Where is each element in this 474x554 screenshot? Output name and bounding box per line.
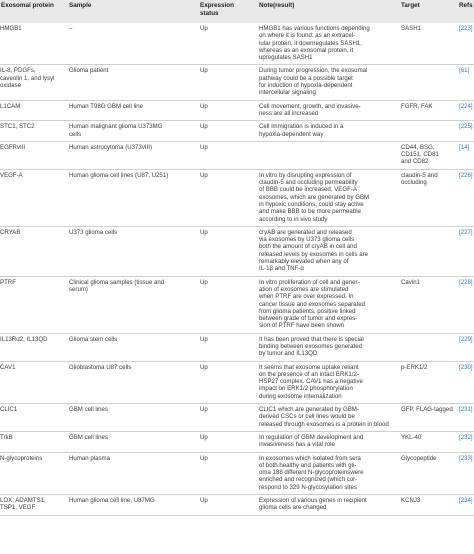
cell-expression-status: Up	[197, 452, 256, 494]
cell-sample: GBM cell lines	[66, 404, 197, 432]
cell-expression-status: Up	[197, 65, 256, 100]
header-exosomal-protein: Exosomal protein	[0, 0, 66, 23]
cell-target: Cavin1	[398, 276, 456, 333]
cell-ref-link[interactable]: [231]	[456, 404, 474, 432]
cell-sample: Human plasma	[66, 452, 197, 494]
cell-expression-status: Up	[197, 141, 256, 169]
cell-sample: Glioma stem cells	[66, 333, 197, 361]
cell-sample: Human glioma cell line, U87MG	[66, 495, 197, 516]
cell-expression-status: Up	[197, 100, 256, 121]
table-body	[0, 23, 474, 515]
table-row	[0, 23, 474, 65]
cell-note-result: Cell movement, growth, and invasive- ness are all increased	[256, 100, 398, 121]
cell-ref-link[interactable]: [232]	[456, 431, 474, 452]
cell-target: YKL-40	[398, 431, 456, 452]
cell-note-result: Expression of various genes in recipient glioma cells are changed	[256, 495, 398, 516]
cell-exosomal-protein: LOX, ADAMTS1, TSP1, VEGF	[0, 495, 66, 516]
cell-target	[398, 121, 456, 142]
cell-sample: U373 glioma cells	[66, 226, 197, 276]
cell-expression-status: Up	[197, 431, 256, 452]
table-row	[0, 361, 474, 403]
cell-expression-status: Up	[197, 361, 256, 403]
cell-target: p-ERK1/2	[398, 361, 456, 403]
cell-sample: Human T98G GBM cell line	[66, 100, 197, 121]
table-row	[0, 121, 474, 142]
cell-ref-link[interactable]: [228]	[456, 276, 474, 333]
cell-sample: Glioblastoma U87 cells	[66, 361, 197, 403]
cell-expression-status: Up	[197, 495, 256, 516]
cell-exosomal-protein: HMGB1	[0, 23, 66, 65]
header-expression-status: Expression status	[197, 0, 256, 23]
cell-exosomal-protein: PTRF	[0, 276, 66, 333]
cell-target: claudin-5 and occluding	[398, 169, 456, 226]
cell-note-result: In regulation of GBM development and invasiveness has a vital role	[256, 431, 398, 452]
cell-sample: –	[66, 23, 197, 65]
cell-target	[398, 333, 456, 361]
table-row	[0, 431, 474, 452]
cell-expression-status: Up	[197, 23, 256, 65]
cell-note-result: CLIC1 which are generated by GBM- derived CSCs or cell lines would be released through exosomes is a protein in blood	[256, 404, 398, 432]
cell-exosomal-protein: TrkB	[0, 431, 66, 452]
cell-target: KCNJ3	[398, 495, 456, 516]
cell-ref-link[interactable]: [61]	[456, 65, 474, 100]
cell-exosomal-protein: STC1, STC2	[0, 121, 66, 142]
header-note-result: Note(result)	[256, 0, 398, 23]
header-refs: Refs	[456, 0, 474, 23]
table-row	[0, 100, 474, 121]
table-row	[0, 226, 474, 276]
table-row	[0, 404, 474, 432]
cell-exosomal-protein: VEGF-A	[0, 169, 66, 226]
cell-expression-status: Up	[197, 121, 256, 142]
table-row	[0, 495, 474, 516]
cell-target: FGFR, FAK	[398, 100, 456, 121]
table-row	[0, 452, 474, 494]
cell-note-result: In vitro proliferation of cell and gener- ation of exosomes are stimulated when PTRF are over expressed. In cancer tissue and exosomes separated from glioma patients, positive linked between grade of tumor and expres- sion of PTRF have been shown	[256, 276, 398, 333]
table-header	[0, 0, 474, 23]
cell-note-result: Cell immigration is induced in a hypoxia-dependent way	[256, 121, 398, 142]
cell-exosomal-protein: EGFRvIII	[0, 141, 66, 169]
cell-exosomal-protein: CAV1	[0, 361, 66, 403]
header-target: Target	[398, 0, 456, 23]
table-row	[0, 169, 474, 226]
cell-sample: Human malignant glioma U373MG cells	[66, 121, 197, 142]
cell-ref-link[interactable]: [234]	[456, 495, 474, 516]
cell-target	[398, 226, 456, 276]
cell-ref-link[interactable]: [233]	[456, 452, 474, 494]
cell-ref-link[interactable]: [226]	[456, 169, 474, 226]
cell-target: GFP, FLAG-tagged	[398, 404, 456, 432]
cell-ref-link[interactable]: [229]	[456, 333, 474, 361]
cell-target: CD44, BSG, CD151, CD81 and CD82	[398, 141, 456, 169]
cell-ref-link[interactable]: [230]	[456, 361, 474, 403]
cell-ref-link[interactable]: [224]	[456, 100, 474, 121]
header-row	[0, 0, 474, 23]
cell-note-result: In vitro by disrupting expression of claudin-5 and occluding permeability of BBB could be increased. VEGF-A exosomes, which are generated by GBM in hypoxic conditions, could stay active and make BBB to be more permeable according to in vivo study	[256, 169, 398, 226]
cell-note-result: HMGB1 has various functions depending on where it is found: as an extracel- lular protein, it downregulates SASH1, whereas as an exosomal protein, it upregulates SASH1	[256, 23, 398, 65]
cell-note-result	[256, 141, 398, 169]
cell-target: SASH1	[398, 23, 456, 65]
cell-expression-status: Up	[197, 226, 256, 276]
cell-exosomal-protein: IL13Rα2, IL13QD	[0, 333, 66, 361]
table-row	[0, 65, 474, 100]
cell-ref-link[interactable]: [223]	[456, 23, 474, 65]
cell-expression-status: Up	[197, 404, 256, 432]
cell-exosomal-protein: L1CAM	[0, 100, 66, 121]
cell-sample: Glioma patient	[66, 65, 197, 100]
table-row	[0, 276, 474, 333]
table-row	[0, 333, 474, 361]
cell-target: Glycopeptide	[398, 452, 456, 494]
cell-note-result: cryAB are generated and released via exosomes by U373 glioma cells both the amount of cryAB in cell and released levels by exosomes in cells are remarkably elevated when any of IL-1β and TNF-α	[256, 226, 398, 276]
cell-exosomal-protein: N-glycoproteins	[0, 452, 66, 494]
cell-sample: Human glioma cell lines (U87, U251)	[66, 169, 197, 226]
cell-note-result: It has been proved that there is special binding between exosomes generated by tumor and IL13QD	[256, 333, 398, 361]
cell-exosomal-protein: IL-8, PDGFs, caveolin 1, and lysyl oxidase	[0, 65, 66, 100]
cell-note-result: During tumor progression, the exosomal pathway could be a possible target for induction of hypoxia-dependent intercellular signaling	[256, 65, 398, 100]
cell-exosomal-protein: CRYAB	[0, 226, 66, 276]
header-sample: Sample	[66, 0, 197, 23]
cell-exosomal-protein: CLIC1	[0, 404, 66, 432]
cell-expression-status: Up	[197, 333, 256, 361]
cell-note-result: It seems that exosome uptake reliant on the presence of an intact ERK1/2- HSP27 complex. CAV1 has a negative impact on ERK1/2 phosphorylation during exosome internalization	[256, 361, 398, 403]
cell-sample: Human astrocytoma (U373vIII)	[66, 141, 197, 169]
cell-ref-link[interactable]: [227]	[456, 226, 474, 276]
cell-sample: Clinical glioma samples (tissue and serum)	[66, 276, 197, 333]
cell-expression-status: Up	[197, 276, 256, 333]
cell-target	[398, 65, 456, 100]
cell-sample: GBM cell lines	[66, 431, 197, 452]
cell-ref-link[interactable]: [14]	[456, 141, 474, 169]
cell-ref-link[interactable]: [225]	[456, 121, 474, 142]
cell-note-result: In exosomes which isolated from sera of both healthy and patients with gli- oma 188 different N-glycoproteinswere enriched and recognized (which cor- respond to 329 N-glycosylation sites	[256, 452, 398, 494]
table-row	[0, 141, 474, 169]
cell-expression-status: Up	[197, 169, 256, 226]
